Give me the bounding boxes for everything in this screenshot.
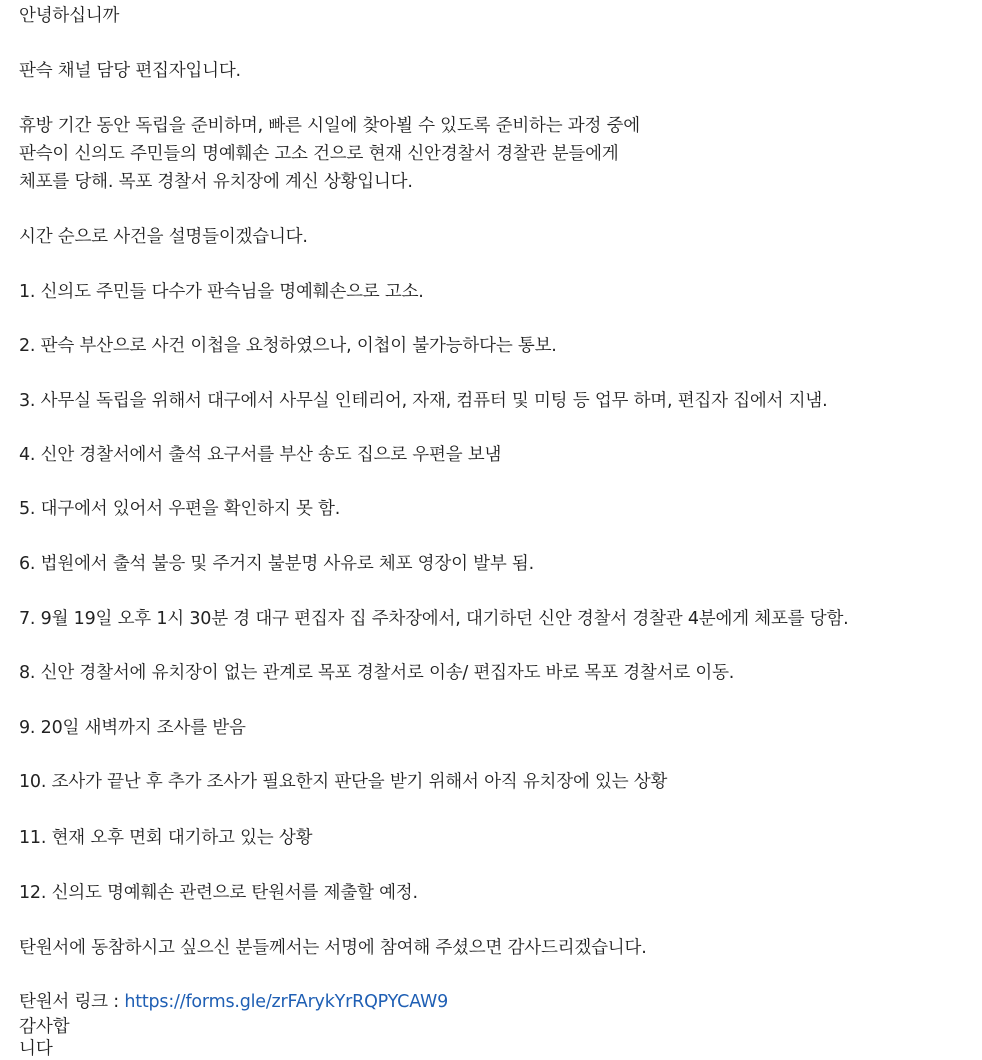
list-item: 2. 판슥 부산으로 사건 이첩을 요청하였으나, 이첩이 불가능하다는 통보. (19, 336, 557, 356)
petition-label: 탄원서 링크 : (19, 992, 125, 1012)
signoff-text: 감사합니다 (19, 1017, 70, 1059)
intro-text: 판슥 채널 담당 편집자입니다. (19, 61, 241, 81)
timeline-intro: 시간 순으로 사건을 설명들이겠습니다. (19, 227, 308, 247)
list-item: 11. 현재 오후 면회 대기하고 있는 상황 (19, 828, 313, 848)
list-item: 4. 신안 경찰서에서 출석 요구서를 부산 송도 집으로 우편을 보냄 (19, 445, 502, 465)
closing-text: 탄원서에 동참하시고 싶으신 분들께서는 서명에 참여해 주셨으면 감사드리겠습니다. (19, 938, 647, 958)
petition-row (19, 991, 448, 1013)
list-item: 10. 조사가 끝난 후 추가 조사가 필요한지 판단을 받기 위해서 아직 유치장에 있는 상황 (19, 772, 668, 792)
greeting-text: 안녕하십니까 (19, 6, 120, 26)
list-item: 7. 9월 19일 오후 1시 30분 경 대구 편집자 집 주차장에서, 대기하던 신안 경찰서 경찰관 4분에게 체포를 당함. (19, 609, 849, 629)
paragraph-line: 체포를 당해. 목포 경찰서 유치장에 계신 상황입니다. (19, 172, 413, 192)
paragraph-line: 휴방 기간 동안 독립을 준비하며, 빠른 시일에 찾아뵐 수 있도록 준비하는 과정 중에 (19, 116, 640, 136)
paragraph-line: 판슥이 신의도 주민들의 명예훼손 고소 건으로 현재 신안경찰서 경찰관 분들에게 (19, 144, 619, 164)
list-item: 5. 대구에서 있어서 우편을 확인하지 못 함. (19, 499, 341, 519)
petition-link[interactable]: https://forms.gle/zrFArykYrRQPYCAW9 (124, 992, 449, 1012)
list-item: 6. 법원에서 출석 불응 및 주거지 불분명 사유로 체포 영장이 발부 됨. (19, 554, 534, 574)
list-item: 12. 신의도 명예훼손 관련으로 탄원서를 제출할 예정. (19, 883, 418, 903)
list-item: 8. 신안 경찰서에 유치장이 없는 관계로 목포 경찰서로 이송/ 편집자도 바로 목포 경찰서로 이동. (19, 663, 735, 683)
list-item: 3. 사무실 독립을 위해서 대구에서 사무실 인테리어, 자재, 컴퓨터 및 미팅 등 업무 하며, 편집자 집에서 지냄. (19, 391, 828, 411)
list-item: 9. 20일 새벽까지 조사를 받음 (19, 718, 246, 738)
list-item: 1. 신의도 주민들 다수가 판슥님을 명예훼손으로 고소. (19, 282, 424, 302)
